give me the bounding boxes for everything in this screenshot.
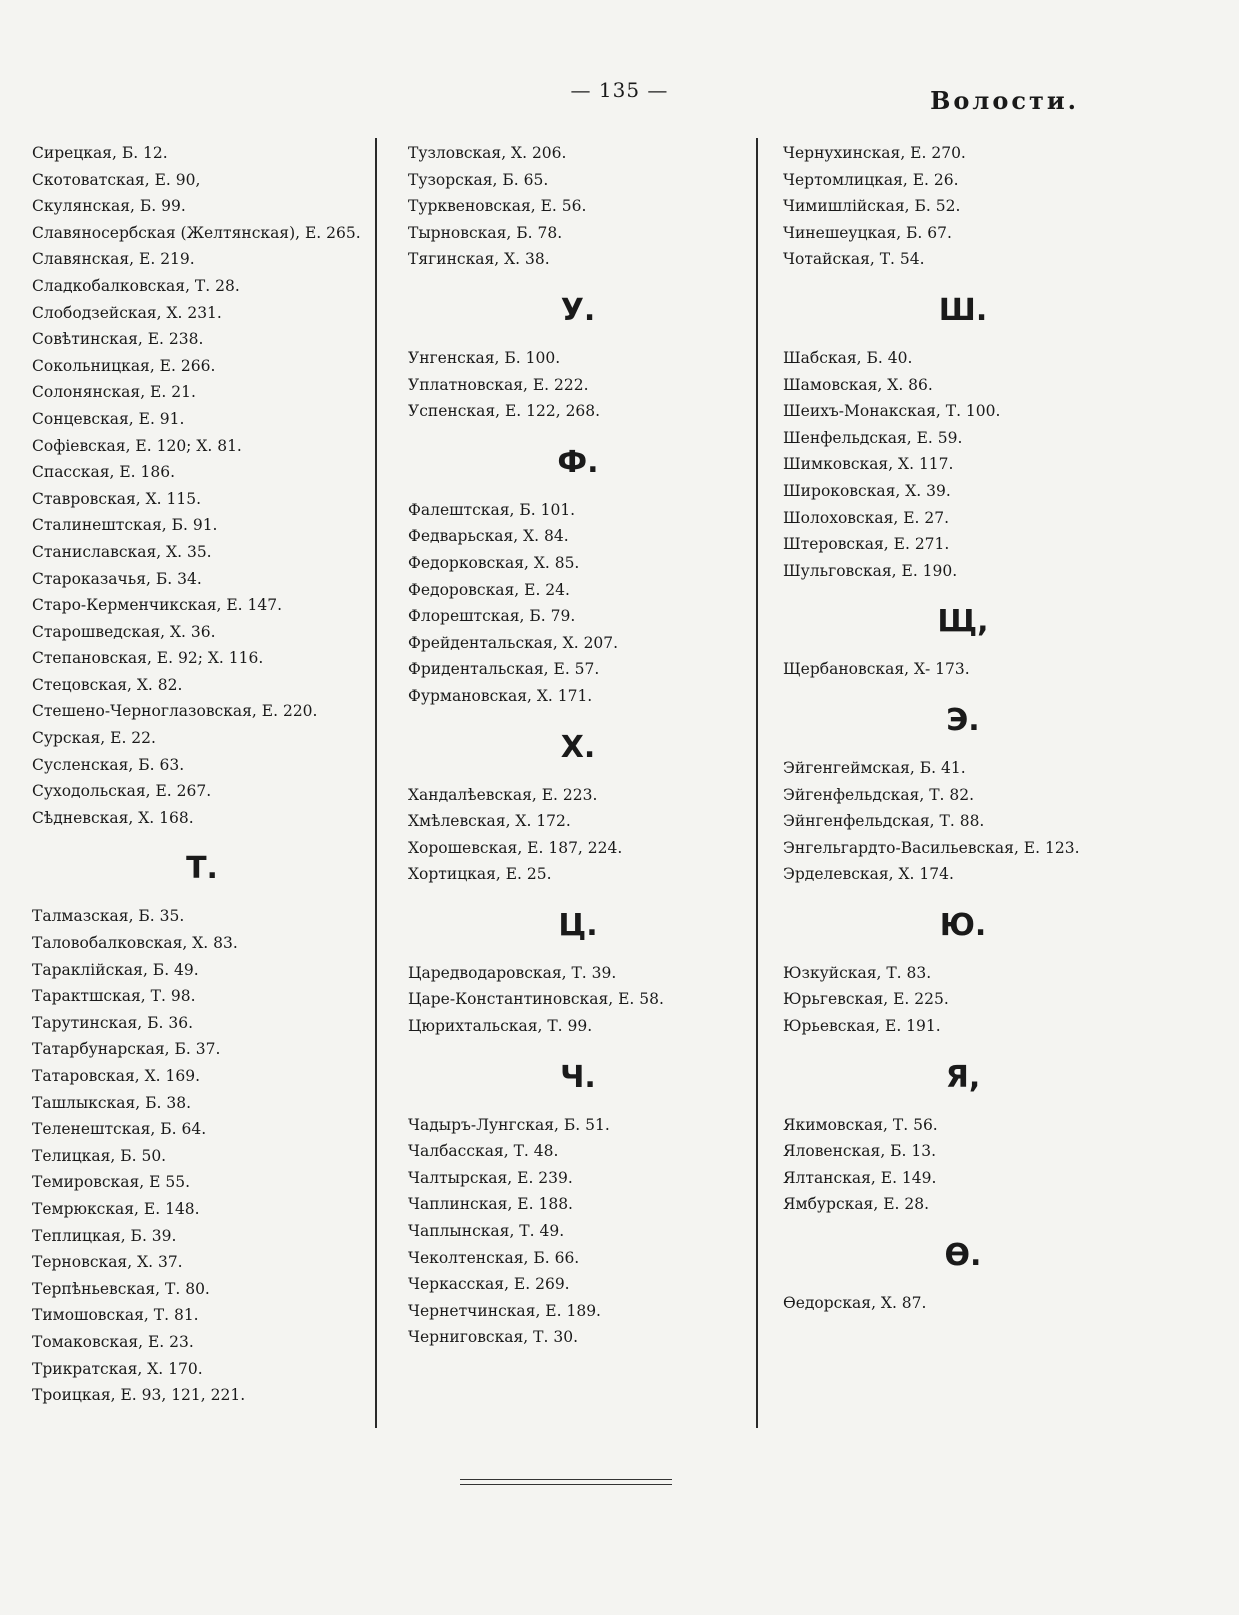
volost-entry: Юрьевская, Е. 191. xyxy=(783,1017,941,1036)
volost-entry: Староказачья, Б. 34. xyxy=(32,569,202,588)
section-letter: Щ, xyxy=(937,604,989,640)
volost-entry: Юрьгевская, Е. 225. xyxy=(783,990,949,1009)
index-column-1 xyxy=(32,140,372,1409)
volost-entry: Сурская, Е. 22. xyxy=(32,729,156,748)
volost-entry: Шульговская, Е. 190. xyxy=(783,561,958,580)
volost-entry: Темрюкская, Е. 148. xyxy=(32,1199,200,1218)
volost-entry: Чаплынская, Т. 49. xyxy=(408,1222,565,1241)
section-letter: Ч. xyxy=(560,1059,596,1095)
column-divider xyxy=(756,138,758,1428)
section-letter: Ш. xyxy=(938,292,988,328)
section-letter: Ф. xyxy=(557,444,599,480)
volost-entry: Чаплинская, Е. 188. xyxy=(408,1195,573,1214)
volost-entry: Сладкобалковская, Т. 28. xyxy=(32,276,240,295)
volost-entry: Тузорская, Б. 65. xyxy=(408,170,549,189)
volost-entry: Фурмановская, Х. 171. xyxy=(408,686,593,705)
volost-entry: Хортицкая, Е. 25. xyxy=(408,865,552,884)
volost-entry: Шеихъ-Монакская, Т. 100. xyxy=(783,402,1001,421)
index-column-2 xyxy=(408,140,748,1351)
volost-entry: Черкасская, Е. 269. xyxy=(408,1275,570,1294)
volost-entry: Телицкая, Б. 50. xyxy=(32,1146,167,1165)
volost-entry: Троицкая, Е. 93, 121, 221. xyxy=(32,1386,246,1405)
volost-entry: Щербановская, Х- 173. xyxy=(783,660,970,679)
volost-entry: Ставровская, Х. 115. xyxy=(32,489,202,508)
volost-entry: Скотоватская, Е. 90, xyxy=(32,170,201,189)
volost-entry: Черниговская, Т. 30. xyxy=(408,1328,579,1347)
volost-entry: Славянская, Е. 219. xyxy=(32,250,195,269)
volost-entry: Эйгенгеймская, Б. 41. xyxy=(783,758,966,777)
volost-entry: Флорештская, Б. 79. xyxy=(408,607,576,626)
volost-entry: Хандалѣевская, Е. 223. xyxy=(408,785,598,804)
volost-entry: Терновская, Х. 37. xyxy=(32,1253,183,1272)
section-letter: У. xyxy=(560,292,596,328)
volost-entry: Цюрихтальская, Т. 99. xyxy=(408,1017,593,1036)
volost-entry: Тырновская, Б. 78. xyxy=(408,223,563,242)
volost-entry: Чернухинская, Е. 270. xyxy=(783,144,966,162)
volost-entry: Яловенская, Б. 13. xyxy=(783,1142,937,1161)
volost-entry: Федорковская, Х. 85. xyxy=(408,553,580,572)
section-letter: Ю. xyxy=(939,907,987,943)
volost-entry: Фрейдентальская, Х. 207. xyxy=(408,633,619,652)
index-column-3 xyxy=(783,140,1143,1317)
volost-entry: Федварьская, Х. 84. xyxy=(408,527,569,546)
volost-entry: Шолоховская, Е. 27. xyxy=(783,508,950,527)
volost-entry: Чертомлицкая, Е. 26. xyxy=(783,170,959,189)
volost-entry: Софіевская, Е. 120; Х. 81. xyxy=(32,436,242,455)
volost-entry: Стешено-Черноглазовская, Е. 220. xyxy=(32,702,318,721)
volost-entry: Теплицкая, Б. 39. xyxy=(32,1226,177,1245)
volost-entry: Степановская, Е. 92; Х. 116. xyxy=(32,649,264,668)
volost-entry: Сталинештская, Б. 91. xyxy=(32,516,218,535)
volost-entry: Тягинская, Х. 38. xyxy=(408,250,550,269)
volost-entry: Ялтанская, Е. 149. xyxy=(783,1168,937,1187)
volost-entry: Ямбурская, Е. 28. xyxy=(783,1195,930,1214)
volost-entry: Широковская, Х. 39. xyxy=(783,481,951,500)
volost-entry: Сусленская, Б. 63. xyxy=(32,755,185,774)
volost-entry: Шабская, Б. 40. xyxy=(783,348,913,367)
volost-entry: Стецовская, Х. 82. xyxy=(32,675,183,694)
running-title: Волости. xyxy=(930,86,1079,115)
section-letter: Т. xyxy=(186,851,218,887)
volost-entry: Турквеновская, Е. 56. xyxy=(408,197,587,216)
volost-entry: Энгельгардто-Васильевская, Е. 123. xyxy=(783,838,1080,857)
volost-entry: Фридентальская, Е. 57. xyxy=(408,660,600,679)
volost-entry: Скулянская, Б. 99. xyxy=(32,197,186,216)
volost-entry: Царедводаровская, Т. 39. xyxy=(408,963,617,982)
section-letter: Ѳ. xyxy=(944,1238,982,1274)
volost-entry: Фалештская, Б. 101. xyxy=(408,500,576,519)
volost-entry: Тарактшская, Т. 98. xyxy=(32,987,196,1006)
volost-entry: Хорошевская, Е. 187, 224. xyxy=(408,838,623,857)
volost-entry: Эйгенфельдская, Т. 82. xyxy=(783,785,975,804)
volost-entry: Тарутинская, Б. 36. xyxy=(32,1013,193,1032)
volost-entry: Юзкуйская, Т. 83. xyxy=(783,963,932,982)
volost-entry: Славяносербская (Желтянская), Е. 265. xyxy=(32,223,361,242)
volost-entry: Штеровская, Е. 271. xyxy=(783,535,950,554)
volost-entry: Темировская, Е 55. xyxy=(32,1173,191,1192)
volost-entry: Солонянская, Е. 21. xyxy=(32,383,196,402)
volost-entry: Терпѣньевская, Т. 80. xyxy=(32,1279,210,1298)
volost-entry: Эрделевская, Х. 174. xyxy=(783,865,954,884)
volost-entry: Царе-Константиновская, Е. 58. xyxy=(408,990,664,1009)
volost-entry: Сокольницкая, Е. 266. xyxy=(32,356,216,375)
volost-entry: Совѣтинская, Е. 238. xyxy=(32,330,204,349)
volost-entry: Хмѣлевская, Х. 172. xyxy=(408,812,571,831)
volost-entry: Суходольская, Е. 267. xyxy=(32,782,212,801)
volost-entry: Чернетчинская, Е. 189. xyxy=(408,1301,601,1320)
volost-entry: Эйнгенфельдская, Т. 88. xyxy=(783,812,985,831)
volost-entry: Теленештская, Б. 64. xyxy=(32,1120,207,1139)
page-number: — 135 — xyxy=(570,78,669,102)
volost-entry: Чеколтенская, Б. 66. xyxy=(408,1248,580,1267)
volost-entry: Старо-Керменчикская, Е. 147. xyxy=(32,596,283,615)
volost-entry: Унгенская, Б. 100. xyxy=(408,348,561,367)
volost-entry: Чалбасская, Т. 48. xyxy=(408,1142,559,1161)
volost-entry: Чалтырская, Е. 239. xyxy=(408,1168,573,1187)
volost-entry: Тимошовская, Т. 81. xyxy=(32,1306,199,1325)
volost-entry: Чимишлійская, Б. 52. xyxy=(783,197,961,216)
volost-entry: Таловобалковская, Х. 83. xyxy=(32,934,238,953)
volost-entry: Томаковская, Е. 23. xyxy=(32,1332,194,1351)
volost-entry: Федоровская, Е. 24. xyxy=(408,580,570,599)
volost-entry: Якимовская, Т. 56. xyxy=(783,1115,938,1134)
volost-entry: Старошведская, Х. 36. xyxy=(32,622,216,641)
volost-entry: Спасская, Е. 186. xyxy=(32,463,176,482)
section-letter: Ц. xyxy=(558,907,598,943)
volost-entry: Талмазская, Б. 35. xyxy=(32,907,185,926)
volost-entry: Станиславская, Х. 35. xyxy=(32,542,212,561)
volost-entry: Сѣдневская, Х. 168. xyxy=(32,808,194,827)
volost-entry: Ташлыкская, Б. 38. xyxy=(32,1093,191,1112)
volost-entry: Чинешеуцкая, Б. 67. xyxy=(783,223,952,242)
volost-entry: Шенфельдская, Е. 59. xyxy=(783,428,963,447)
volost-entry: Слободзейская, Х. 231. xyxy=(32,303,222,322)
section-letter: Х. xyxy=(560,729,596,765)
volost-entry: Ѳедорская, Х. 87. xyxy=(783,1294,927,1313)
volost-entry: Шимковская, Х. 117. xyxy=(783,455,954,474)
volost-entry: Чотайская, Т. 54. xyxy=(783,250,925,269)
volost-entry: Сирецкая, Б. 12. xyxy=(32,144,168,162)
volost-entry: Тузловская, Х. 206. xyxy=(408,144,567,162)
volost-entry: Татарбунарская, Б. 37. xyxy=(32,1040,221,1059)
end-double-rule xyxy=(460,1479,672,1485)
volost-entry: Успенская, Е. 122, 268. xyxy=(408,402,601,421)
volost-entry: Чадыръ-Лунгская, Б. 51. xyxy=(408,1115,610,1134)
section-letter: Я, xyxy=(945,1059,981,1095)
volost-entry: Шамовская, Х. 86. xyxy=(783,375,933,394)
volost-entry: Сонцевская, Е. 91. xyxy=(32,409,185,428)
volost-entry: Уплатновская, Е. 222. xyxy=(408,375,589,394)
volost-entry: Трикратская, Х. 170. xyxy=(32,1359,203,1378)
section-letter: Э. xyxy=(946,702,980,738)
volost-entry: Татаровская, Х. 169. xyxy=(32,1067,201,1085)
column-divider xyxy=(375,138,377,1428)
volost-entry: Тараклійская, Б. 49. xyxy=(32,960,199,979)
